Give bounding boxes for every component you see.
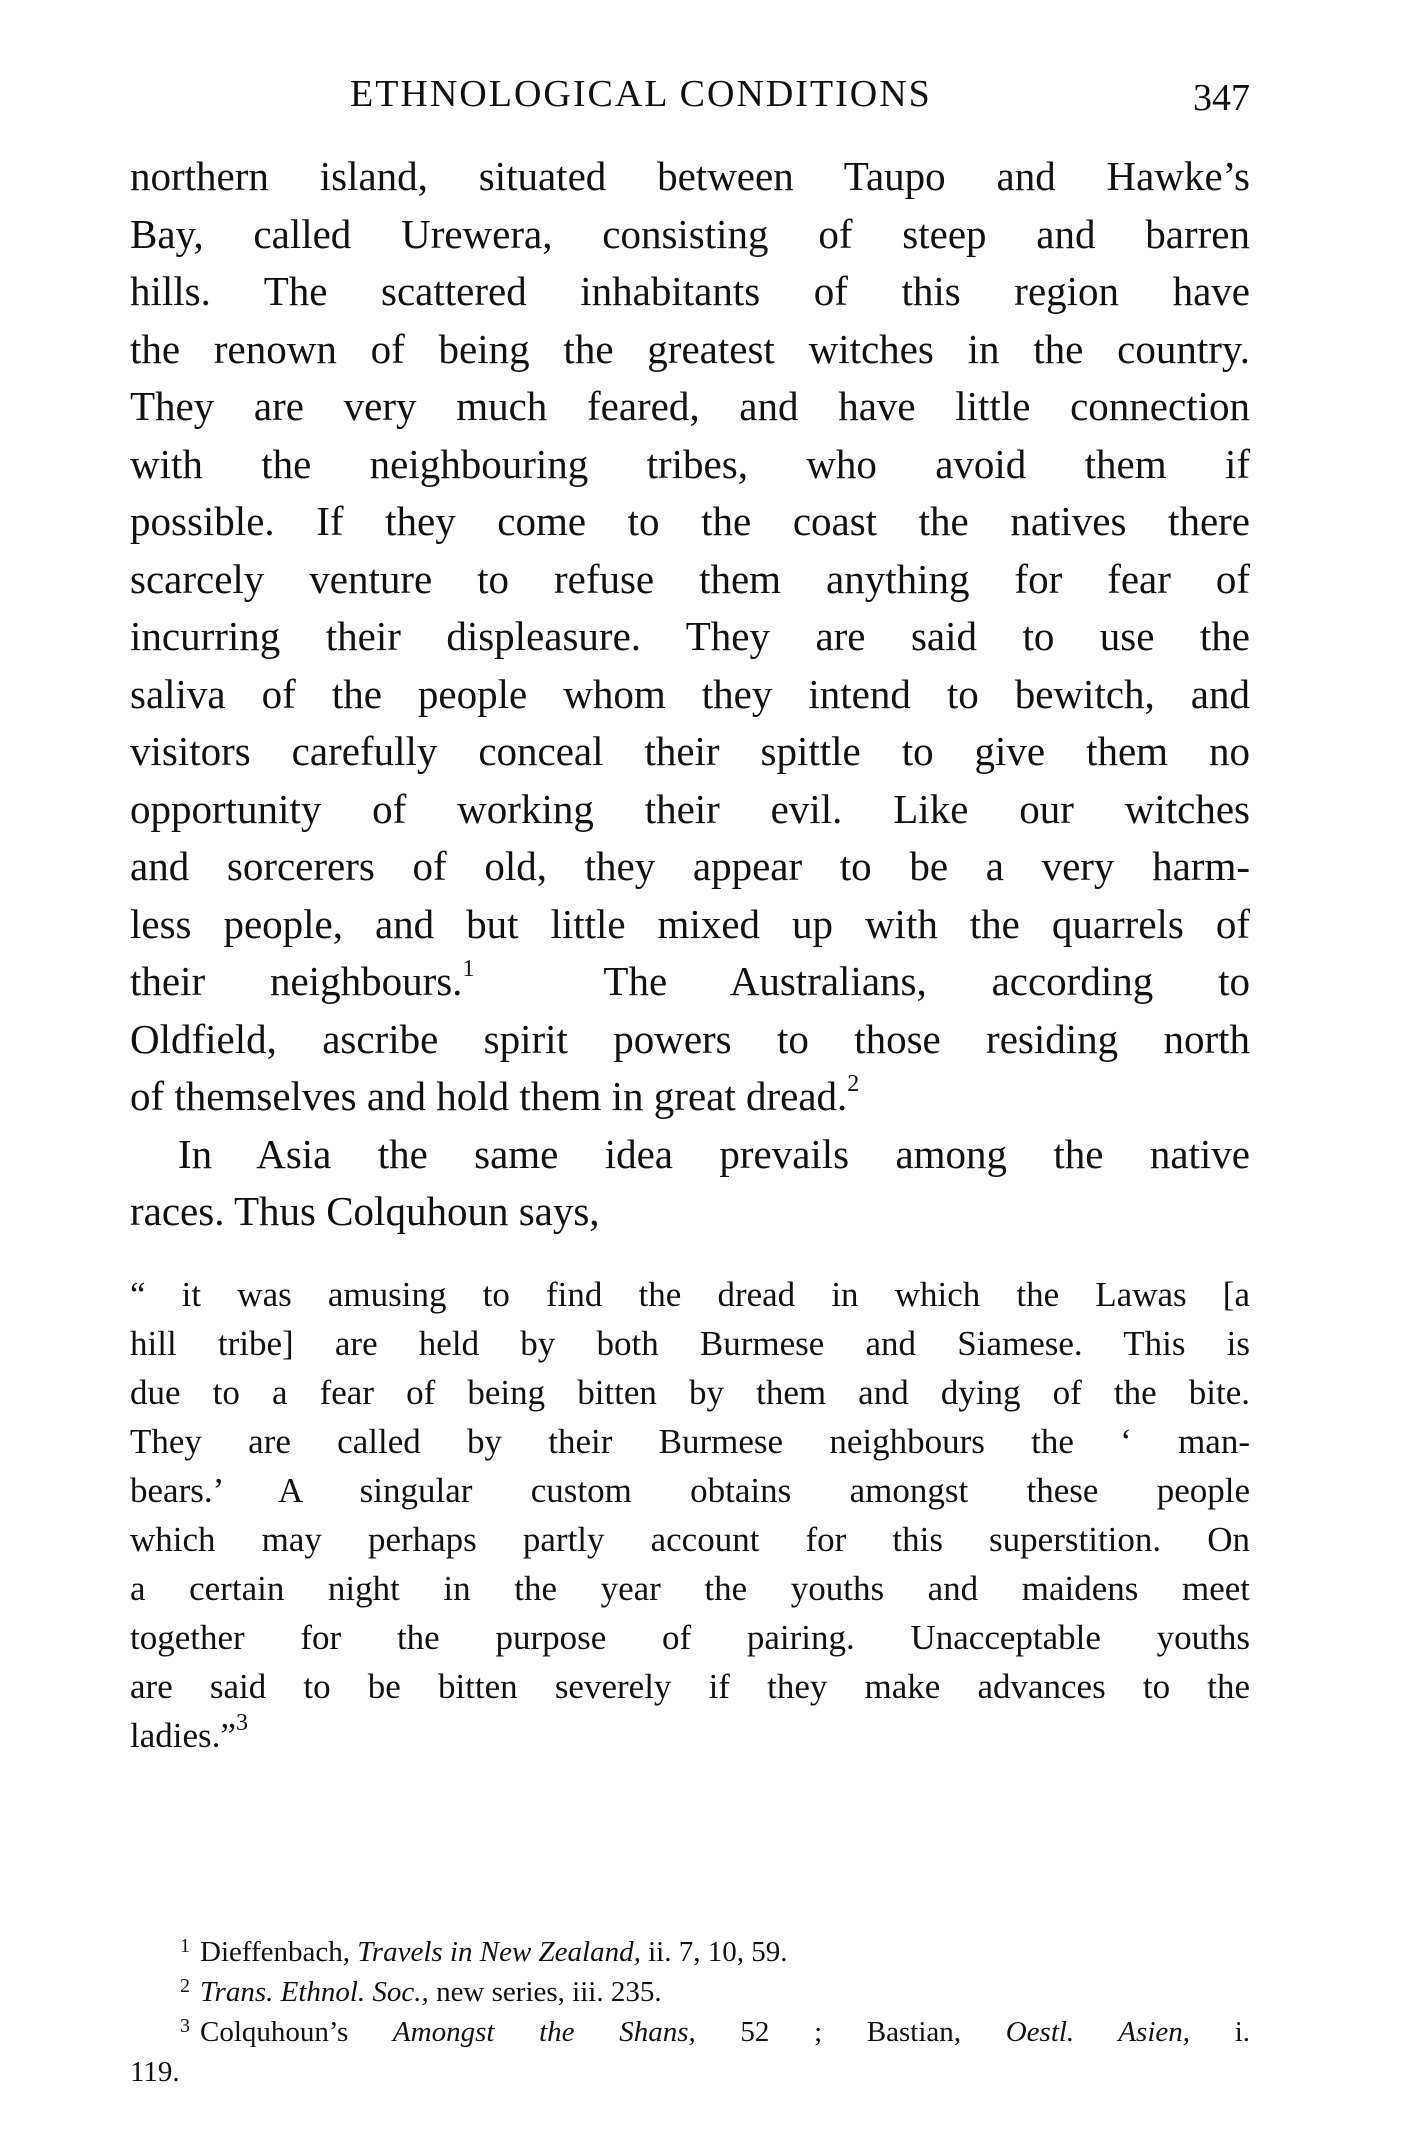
- footnote-ref-3[interactable]: 3: [235, 1710, 248, 1737]
- footnote-marker: 1: [180, 1935, 190, 1957]
- chapter-title: ETHNOLOGICAL CONDITIONS: [350, 73, 932, 115]
- quote-line: which may perhaps partly account for this superstition. On: [130, 1520, 1250, 1559]
- quote-line: a certain night in the year the youths and maidens meet: [130, 1569, 1250, 1608]
- footnote-ref-2: i.: [1234, 2016, 1250, 2048]
- text-line: scarcely venture to refuse them anything for fear of: [130, 555, 1250, 602]
- text-line: less people, and but little mixed up with the quarrels of: [130, 900, 1250, 947]
- footnote-ref: ii. 7, 10, 59.: [648, 1936, 788, 1968]
- text-line: In Asia the same idea prevails among the native: [178, 1130, 1250, 1177]
- quote-line: They are called by their Burmese neighbours the ‘ man-: [130, 1422, 1250, 1461]
- text-line: Oldfield, ascribe spirit powers to those residing north: [130, 1015, 1250, 1062]
- running-head: [130, 72, 1250, 122]
- footnote-2: [130, 1972, 1250, 2012]
- text-line: hills. The scattered inhabitants of this region have: [130, 268, 1250, 314]
- main-text: [130, 148, 1250, 1241]
- quote-line: “ it was amusing to find the dread in which the Lawas [a: [130, 1275, 1250, 1314]
- text-line: They are very much feared, and have little connection: [130, 383, 1250, 429]
- footnote-marker: 3: [180, 2015, 190, 2037]
- text-line: incurring their displeasure. They are said to use the: [130, 613, 1250, 659]
- block-quote: [130, 1270, 1250, 1760]
- text-segment: of themselves and hold them in great dread.: [130, 1073, 848, 1119]
- text-line: and sorcerers of old, they appear to be a very harm-: [130, 843, 1250, 889]
- footnote-author: Dieffenbach,: [200, 1936, 351, 1968]
- text-segment: their neighbours.: [130, 958, 463, 1004]
- quote-line: are said to be bitten severely if they make advances to the: [130, 1667, 1250, 1706]
- text-line: northern island, situated between Taupo and Hawke’s: [130, 153, 1250, 199]
- footnote-title: Travels in New Zealand,: [357, 1936, 641, 1968]
- text-line: races. Thus Colquhoun says,: [130, 1188, 600, 1234]
- text-line: saliva of the people whom they intend to bewitch, and: [130, 670, 1250, 717]
- text-line: with the neighbouring tribes, who avoid them if: [130, 440, 1250, 487]
- footnote-title: Amongst the Shans,: [392, 2016, 696, 2048]
- footnote-marker: 2: [180, 1975, 190, 1997]
- footnote-1: [130, 1932, 1250, 1972]
- footnote-3-continuation: 119.: [130, 2056, 180, 2088]
- footnote-title: Trans. Ethnol. Soc.,: [200, 1976, 429, 2008]
- footnote-ref-1[interactable]: 1: [462, 956, 475, 983]
- quote-line-with-footnote: [130, 1711, 1250, 1760]
- text-segment: ladies.”: [130, 1716, 236, 1755]
- text-line-with-footnote: [130, 1068, 1250, 1126]
- quote-line: together for the purpose of pairing. Unacceptable youths: [130, 1618, 1250, 1657]
- quote-line: hill tribe] are held by both Burmese and Siamese. This is: [130, 1324, 1250, 1363]
- footnote-3: [130, 2012, 1250, 2052]
- text-segment: The Australians, according to: [603, 958, 1250, 1004]
- text-line: visitors carefully conceal their spittle to give them no: [130, 728, 1250, 774]
- quote-line: due to a fear of being bitten by them and dying of the bite.: [130, 1373, 1250, 1412]
- text-line-with-footnote: [130, 953, 1250, 1011]
- text-line: possible. If they come to the coast the natives there: [130, 498, 1250, 544]
- footnote-ref-2[interactable]: 2: [847, 1071, 860, 1098]
- footnote-author: Colquhoun’s: [200, 2016, 349, 2048]
- footnote-title-2: Oestl. Asien,: [1005, 2016, 1191, 2048]
- text-line: opportunity of working their evil. Like our witches: [130, 785, 1250, 832]
- footnote-ref: new series, iii. 235.: [436, 1976, 662, 2008]
- footnote-ref: 52 ; Bastian,: [740, 2016, 962, 2048]
- page-number: 347: [1193, 77, 1250, 119]
- footnotes: [130, 1932, 1250, 2092]
- text-line: Bay, called Urewera, consisting of steep and barren: [130, 210, 1250, 257]
- quote-line: bears.’ A singular custom obtains amongst these people: [130, 1471, 1250, 1510]
- text-line: the renown of being the greatest witches in the country.: [130, 325, 1250, 372]
